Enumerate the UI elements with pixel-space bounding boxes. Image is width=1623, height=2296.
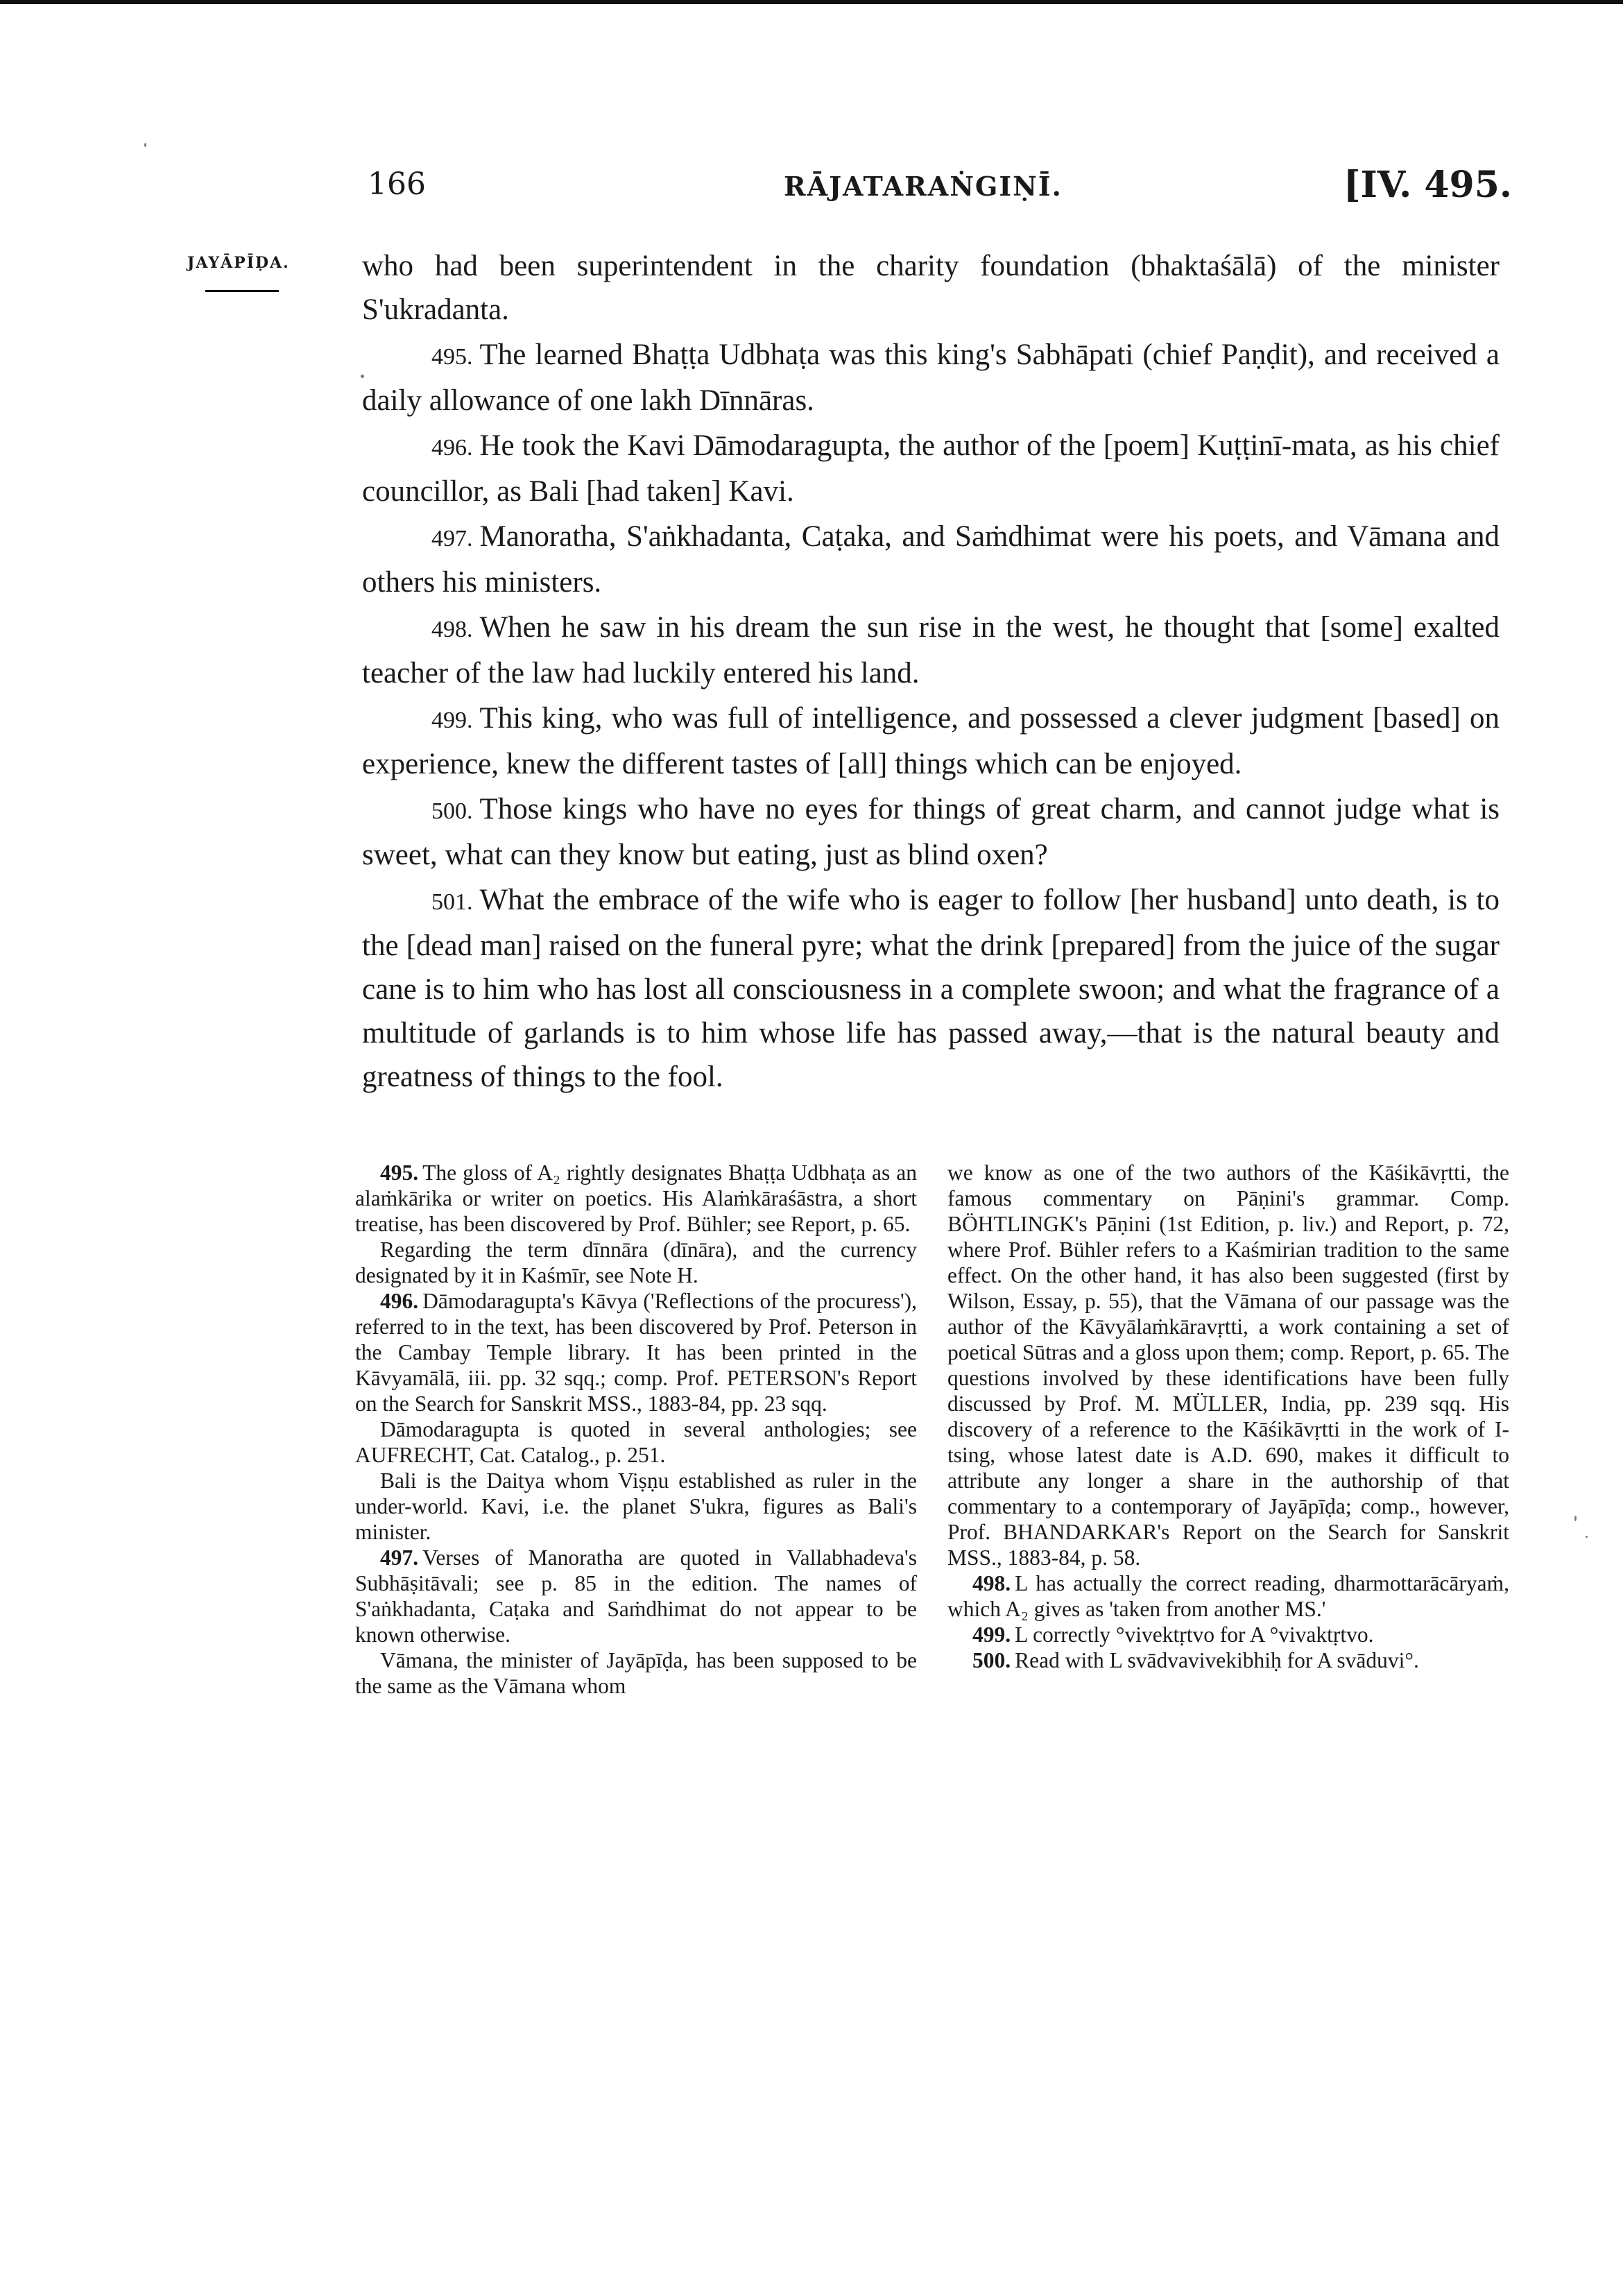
main-text — [362, 244, 1500, 1099]
verse-498 — [362, 606, 1500, 695]
verse-499 — [362, 696, 1500, 786]
verse-text: What the embrace of the wife who is eager to follow [her husband] unto death, is to the [dead man] raised on the funeral pyre; what the drink [prepared] from the juice of the sugar cane is to him who has lost all consciousness in a complete swoon; and what the fragrance of a multitude of garlands is to him whose life has passed away,—that is the natural beauty and greatness of things to the fool. — [362, 884, 1500, 1093]
running-title: RĀJATARAṄGIṆĪ. — [784, 171, 1063, 202]
note-text: The gloss of A₂ rightly designates Bhaṭṭa Udbhaṭa as an alaṁkārika or writer on poetics. His Alaṁkāraśāstra, a short treatise, has been discovered by Prof. Bühler; see Report, p. 65. — [355, 1160, 917, 1236]
verse-497 — [362, 515, 1500, 604]
verse-number: 495. — [431, 344, 473, 370]
verse-number: 496. — [431, 435, 473, 461]
note-number: 498. — [972, 1571, 1011, 1595]
verse-501 — [362, 878, 1500, 1099]
verse-text: This king, who was full of intelligence, and possessed a clever judgment [based] on experience, knew the different tastes of [all] things which can be enjoyed. — [362, 702, 1500, 780]
note-497 — [355, 1545, 917, 1647]
margin-label: JAYĀPĪḌA. — [187, 254, 290, 272]
speck — [1574, 1516, 1577, 1521]
verse-number: 499. — [431, 708, 473, 733]
note-498 — [947, 1570, 1509, 1622]
page-number: 166 — [368, 166, 426, 202]
verse-number: 497. — [431, 526, 473, 551]
verse-text: When he saw in his dream the sun rise in the west, he thought that [some] exalted teacher of the law had luckily entered his land. — [362, 611, 1500, 689]
note-496 — [355, 1288, 917, 1416]
verse-text: He took the Kavi Dāmodaragupta, the author of the [poem] Kuṭṭinī-mata, as his chief councillor, as Bali [had taken] Kavi. — [362, 429, 1500, 508]
note-number: 495. — [380, 1160, 419, 1185]
verse-reference: [IV. 495. — [1343, 164, 1512, 206]
note-continuation: we know as one of the two authors of the Kāśikāvṛtti, the famous commentary on Pāṇini's grammar. Comp. BÖHTLINGK's Pāṇini (1st Edition, p. liv.) and Report, p. 72, where Prof. Bühler refers to a Kaśmirian tradition to the same effect. On the other hand, it has also been suggested (first by Wilson, Essay, p. 55), that the Vāmana of our passage was the author of the Kāvyālaṁkāravṛtti, a work containing a set of poetical Sūtras and a gloss upon them; comp. Report, p. 65. The questions involved by these identifications have been fully discussed by Prof. M. MÜLLER, India, pp. 239 sqq. His discovery of a reference to the Kāśikāvṛtti in the work of I-tsing, whose latest date is A.D. 690, makes it difficult to attribute any longer a share in the authorship of that commentary to a contemporary of Jayāpīḍa; comp., however, Prof. BHANDARKAR's Report on the Search for Sanskrit MSS., 1883-84, p. 58. — [947, 1160, 1509, 1570]
verse-number: 498. — [431, 617, 473, 642]
verse-text: The learned Bhaṭṭa Udbhaṭa was this king's Sabhāpati (chief Paṇḍit), and received a daily allowance of one lakh Dīnnāras. — [362, 339, 1500, 417]
note-text: L correctly °vivektṛtvo for A °vivaktṛtvo. — [1015, 1622, 1374, 1647]
verse-496 — [362, 424, 1500, 513]
verse-500 — [362, 787, 1500, 877]
note-number: 500. — [972, 1648, 1011, 1672]
note-number: 497. — [380, 1545, 419, 1570]
note-text: Read with L svādvavivekibhiḥ for A svāduvi°. — [1015, 1648, 1419, 1672]
note-number: 496. — [380, 1289, 419, 1313]
note-paragraph: Dāmodaragupta is quoted in several anthologies; see AUFRECHT, Cat. Catalog., p. 251. — [355, 1417, 917, 1467]
verse-495 — [362, 333, 1500, 422]
note-500 — [947, 1647, 1509, 1673]
note-paragraph: Vāmana, the minister of Jayāpīḍa, has been supposed to be the same as the Vāmana whom — [355, 1648, 917, 1698]
verse-text: Those kings who have no eyes for things of great charm, and cannot judge what is sweet, what can they know but eating, just as blind oxen? — [362, 793, 1500, 871]
note-text: Verses of Manoratha are quoted in Vallabhadeva's Subhāṣitāvali; see p. 85 in the edition. The names of S'aṅkhadanta, Caṭaka and Saṁdhimat do not appear to be known otherwise. — [355, 1545, 917, 1647]
note-paragraph: Bali is the Daitya whom Viṣṇu established as ruler in the under-world. Kavi, i.e. the planet S'ukra, figures as Bali's minister. — [355, 1468, 917, 1544]
continuation-paragraph: who had been superintendent in the charity foundation (bhaktaśālā) of the minister S'ukradanta. — [362, 250, 1500, 326]
footnotes-right-column — [947, 1160, 1509, 1673]
speck — [361, 375, 364, 378]
verse-number: 501. — [431, 889, 473, 915]
verse-text: Manoratha, S'aṅkhadanta, Caṭaka, and Saṁdhimat were his poets, and Vāmana and others his ministers. — [362, 520, 1500, 599]
note-number: 499. — [972, 1622, 1011, 1647]
note-paragraph: Regarding the term dīnnāra (dīnāra), and the currency designated by it in Kaśmīr, see Note H. — [355, 1237, 917, 1287]
note-499 — [947, 1622, 1509, 1647]
margin-rule — [205, 290, 279, 292]
top-border-line — [0, 0, 1623, 4]
verse-number: 500. — [431, 798, 473, 824]
speck — [1586, 1536, 1588, 1538]
page-header — [368, 164, 1512, 219]
note-text: Dāmodaragupta's Kāvya ('Reflections of the procuress'), referred to in the text, has been discovered by Prof. Peterson in the Cambay Temple library. It has been printed in the Kāvyamālā, iii. pp. 32 sqq.; comp. Prof. PETERSON's Report on the Search for Sanskrit MSS., 1883-84, pp. 23 sqq. — [355, 1289, 917, 1416]
note-text: L has actually the correct reading, dharmottarācāryaṁ, which A₂ gives as 'taken from another MS.' — [947, 1571, 1509, 1621]
footnotes-left-column — [355, 1160, 917, 1699]
speck — [144, 143, 146, 147]
note-495 — [355, 1160, 917, 1237]
